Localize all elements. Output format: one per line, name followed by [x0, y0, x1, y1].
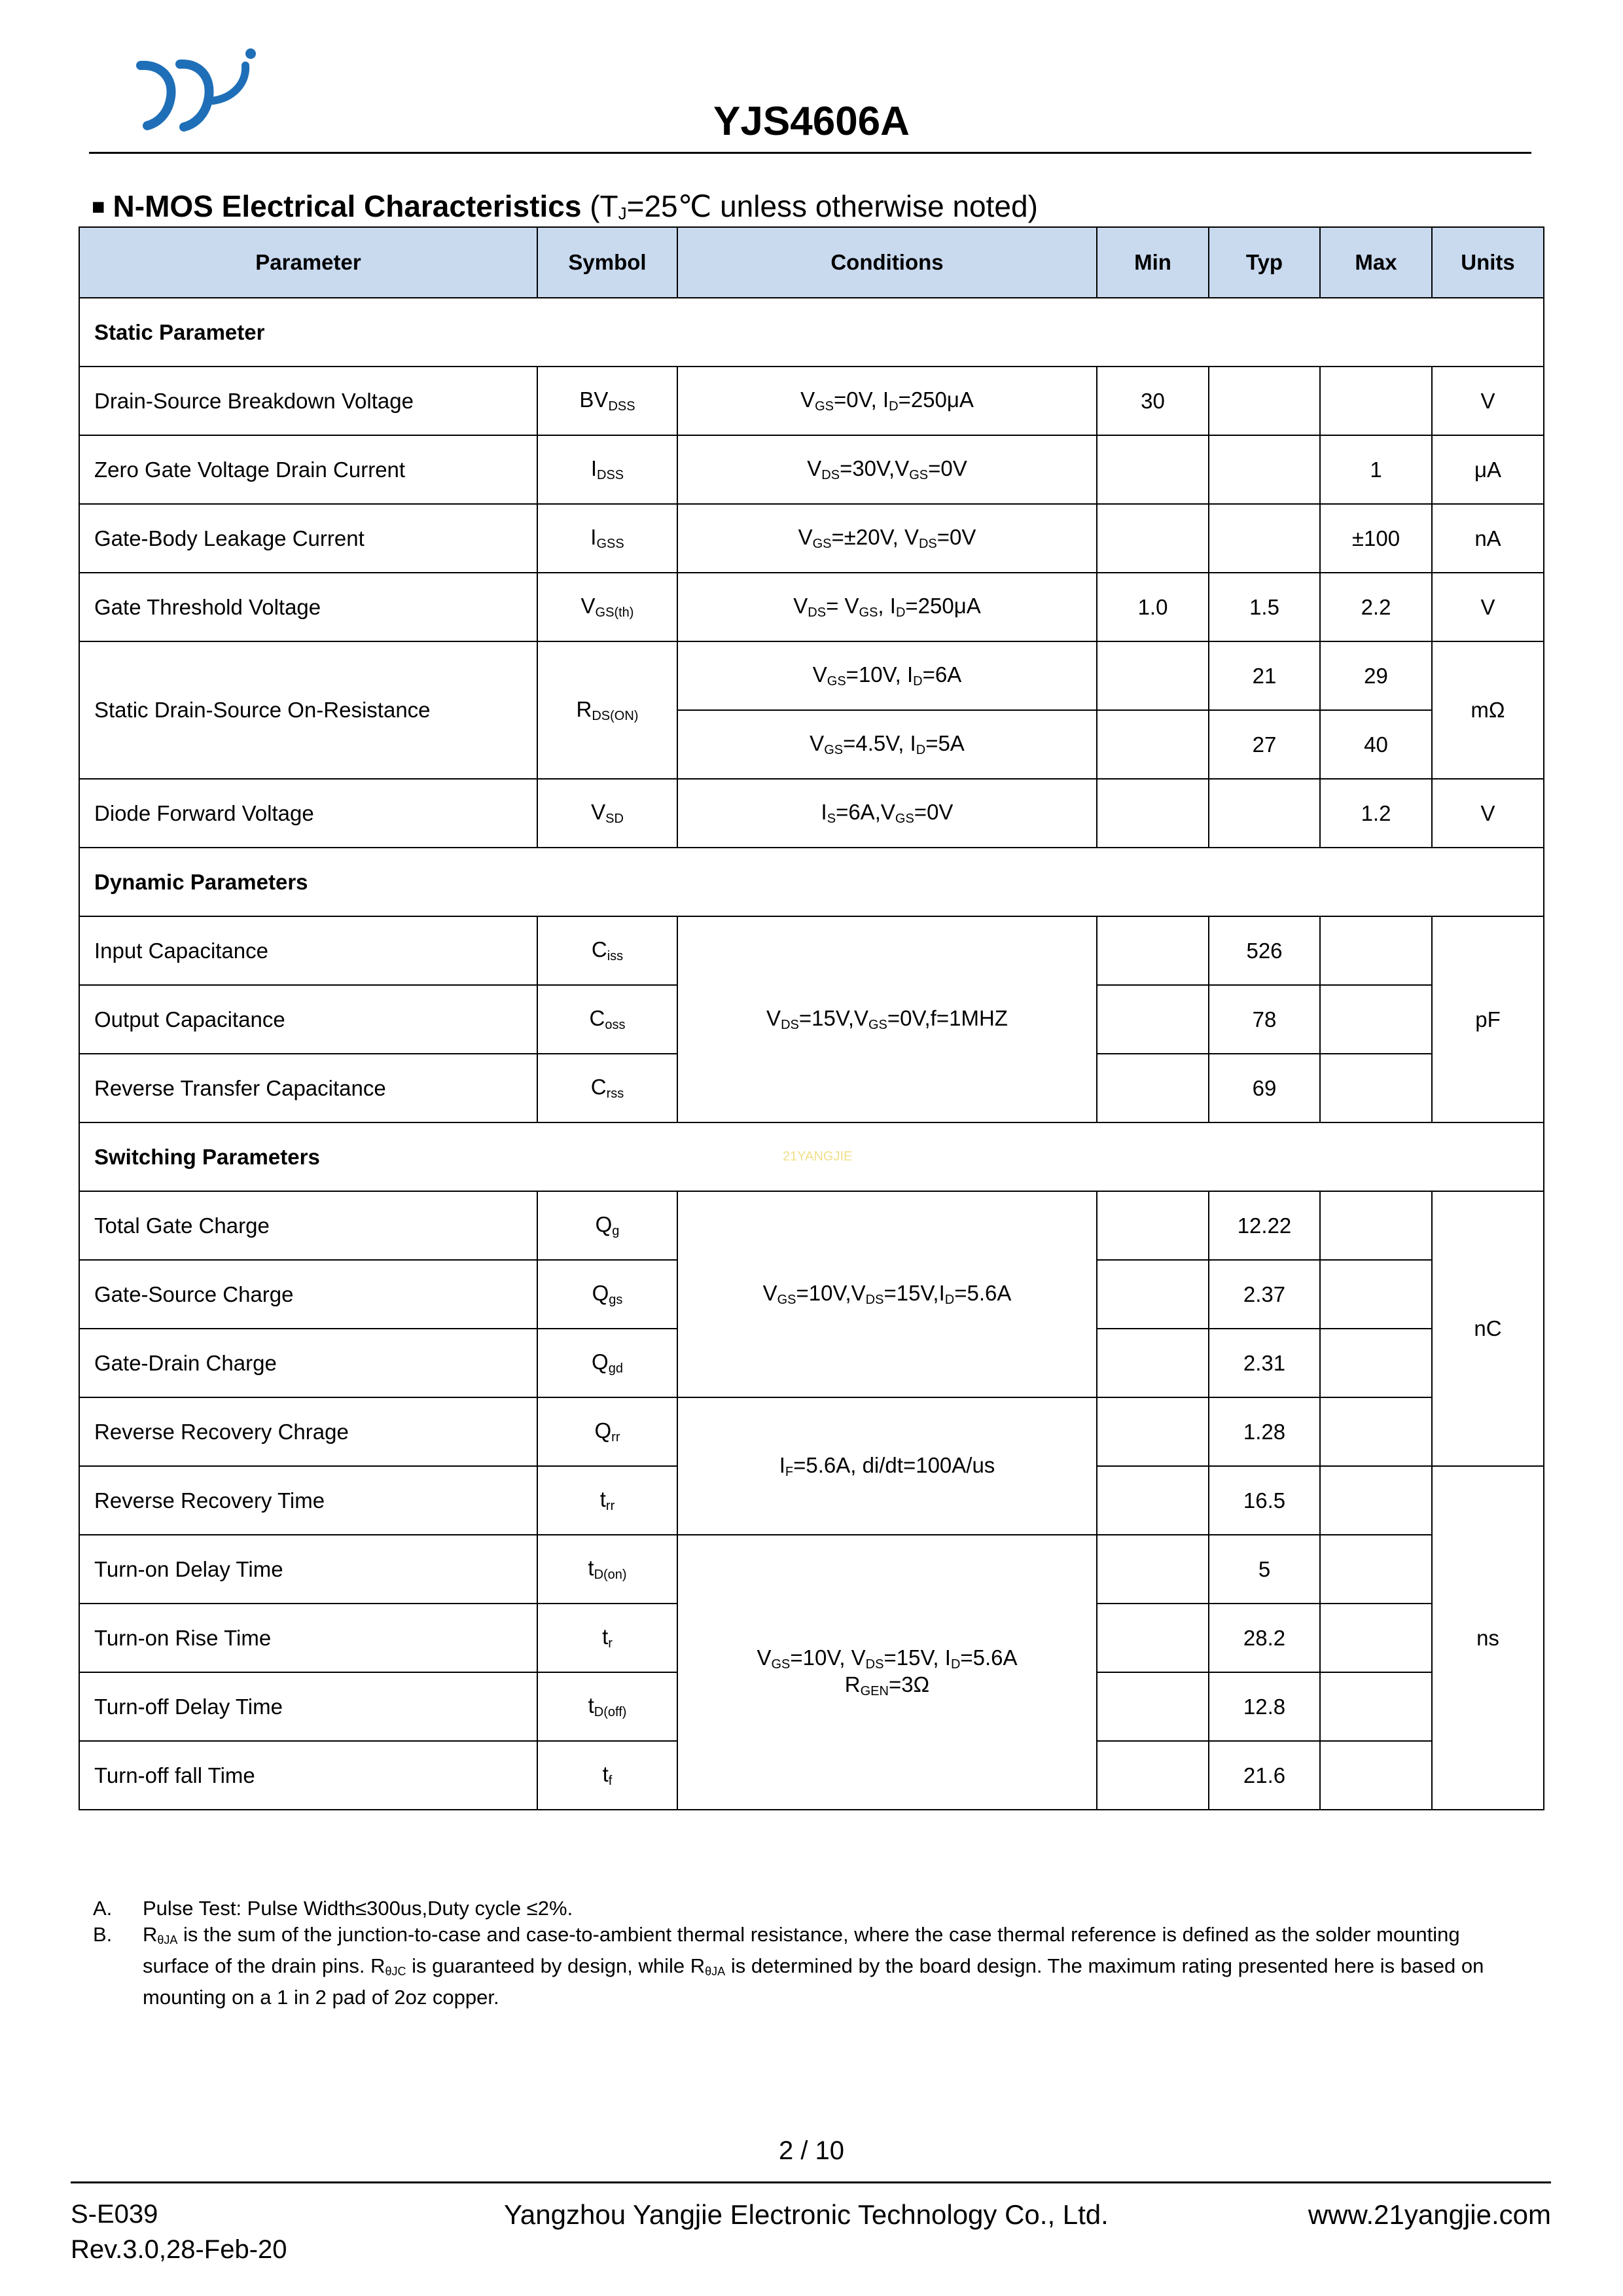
max-value [1320, 985, 1432, 1054]
param-symbol: $Q_g$ [537, 1191, 677, 1260]
param-symbol: $I_{DSS}$ [537, 435, 677, 504]
min-value [1097, 1397, 1209, 1466]
param-symbol: $Q_{gd}$ [537, 1329, 677, 1397]
column-header: Conditions [677, 227, 1097, 298]
max-value [1320, 1329, 1432, 1397]
max-value [1320, 1466, 1432, 1535]
table-row [79, 916, 1544, 985]
param-conditions: $I_S=6A,V_{GS}=0V$ [677, 779, 1097, 848]
watermark: 21YANGJIE [783, 1149, 853, 1164]
param-conditions: $V_{GS}=\pm 20V$, $V_{DS}=0V$ [677, 504, 1097, 573]
typ-value: 69 [1209, 1054, 1320, 1122]
unit-value: nA [1432, 504, 1544, 573]
min-value [1097, 779, 1209, 848]
max-value [1320, 1260, 1432, 1329]
param-name: Gate Threshold Voltage [79, 573, 537, 641]
min-value [1097, 1672, 1209, 1741]
typ-value: 21 [1209, 641, 1320, 710]
max-value [1320, 1741, 1432, 1810]
column-header: Symbol [537, 227, 677, 298]
company-name: Yangzhou Yangjie Electronic Technology Co., Ltd. [504, 2199, 1109, 2230]
max-value [1320, 1054, 1432, 1122]
param-symbol: $C_{rss}$ [537, 1054, 677, 1122]
param-name: Output Capacitance [79, 985, 537, 1054]
column-header: Units [1432, 227, 1544, 298]
param-symbol: $V_{SD}$ [537, 779, 677, 848]
column-header: Min [1097, 227, 1209, 298]
param-conditions: $V_{GS}=10V,V_{DS}=15V,I_D=5.6A$ [677, 1191, 1097, 1397]
param-symbol: $V_{GS(th)}$ [537, 573, 677, 641]
min-value [1097, 435, 1209, 504]
unit-value: nC [1432, 1191, 1544, 1466]
param-conditions: $V_{GS}=10V$, $I_D=6A$ [677, 641, 1097, 710]
min-value [1097, 1260, 1209, 1329]
max-value: 40 [1320, 710, 1432, 779]
param-symbol: $Q_{rr}$ [537, 1397, 677, 1466]
typ-value: 27 [1209, 710, 1320, 779]
param-symbol: $t_{D(on)}$ [537, 1535, 677, 1604]
group-label: Switching Parameters [79, 1122, 1544, 1191]
param-conditions: $V_{GS}=4.5V$, $I_D=5A$ [677, 710, 1097, 779]
section-title: N-MOS Electrical Characteristics [113, 189, 582, 223]
group-row [79, 848, 1544, 916]
param-symbol: $C_{iss}$ [537, 916, 677, 985]
param-name: Reverse Transfer Capacitance [79, 1054, 537, 1122]
footnotes [93, 1895, 1500, 2011]
table-row [79, 367, 1544, 435]
footnote-b: B. $R_{\theta JA}$ is the sum of the junction-to-case and case-to-ambient thermal resistance, where the case thermal reference is defined as the solder mounting surface of the drain pins. $R_{\theta JC}$ is guaranteed by design, while $R_{\theta JA}$ is determined by the board design. The maximum rating presented here is based on mounting on a 1 in 2 pad of 2oz copper. [93, 1923, 1484, 2009]
typ-value: 2.37 [1209, 1260, 1320, 1329]
column-header: Parameter [79, 227, 537, 298]
typ-value: 16.5 [1209, 1466, 1320, 1535]
min-value [1097, 985, 1209, 1054]
group-row [79, 298, 1544, 367]
table-row [79, 1535, 1544, 1604]
typ-value: 5 [1209, 1535, 1320, 1604]
max-value: ±100 [1320, 504, 1432, 573]
param-conditions: $V_{DS}=30V,V_{GS}=0V$ [677, 435, 1097, 504]
param-symbol: $R_{DS(ON)}$ [537, 641, 677, 779]
typ-value [1209, 367, 1320, 435]
param-name: Turn-off Delay Time [79, 1672, 537, 1741]
param-symbol: $C_{oss}$ [537, 985, 677, 1054]
typ-value: 526 [1209, 916, 1320, 985]
table-row [79, 435, 1544, 504]
typ-value: 28.2 [1209, 1604, 1320, 1672]
min-value [1097, 1741, 1209, 1810]
section-heading [92, 188, 1038, 224]
table-row [79, 641, 1544, 710]
param-name: Zero Gate Voltage Drain Current [79, 435, 537, 504]
param-symbol: $Q_{gs}$ [537, 1260, 677, 1329]
typ-value: 12.22 [1209, 1191, 1320, 1260]
header-rule [89, 152, 1531, 154]
footer-rule [71, 2181, 1551, 2183]
table-row [79, 504, 1544, 573]
group-label: Dynamic Parameters [79, 848, 1544, 916]
min-value [1097, 641, 1209, 710]
table-row [79, 1191, 1544, 1260]
typ-value: 12.8 [1209, 1672, 1320, 1741]
max-value [1320, 916, 1432, 985]
unit-value: V [1432, 779, 1544, 848]
param-symbol: $t_{rr}$ [537, 1466, 677, 1535]
param-name: Turn-on Rise Time [79, 1604, 537, 1672]
param-symbol: $t_f$ [537, 1741, 677, 1810]
footer-doc-info [71, 2197, 287, 2267]
param-name: Reverse Recovery Time [79, 1466, 537, 1535]
electrical-characteristics-table [79, 226, 1544, 1810]
param-name: Turn-on Delay Time [79, 1535, 537, 1604]
max-value: 1 [1320, 435, 1432, 504]
param-name: Gate-Drain Charge [79, 1329, 537, 1397]
max-value [1320, 1397, 1432, 1466]
param-name: Drain-Source Breakdown Voltage [79, 367, 537, 435]
param-symbol: $I_{GSS}$ [537, 504, 677, 573]
page-number: 2 / 10 [778, 2136, 845, 2165]
param-symbol: $t_{D(off)}$ [537, 1672, 677, 1741]
min-value [1097, 1604, 1209, 1672]
typ-value [1209, 435, 1320, 504]
doc-code: S-E039 [71, 2200, 158, 2229]
max-value [1320, 1191, 1432, 1260]
min-value [1097, 1191, 1209, 1260]
website-link[interactable]: www.21yangjie.com [1308, 2199, 1551, 2230]
max-value [1320, 367, 1432, 435]
table-header-row [79, 227, 1544, 298]
param-name: Reverse Recovery Chrage [79, 1397, 537, 1466]
param-name: Static Drain-Source On-Resistance [79, 641, 537, 779]
max-value [1320, 1672, 1432, 1741]
min-value [1097, 1329, 1209, 1397]
table-row [79, 779, 1544, 848]
table-row [79, 1397, 1544, 1466]
param-conditions: $V_{GS}=0V$, $I_D=250\mu A$ [677, 367, 1097, 435]
param-symbol: $t_r$ [537, 1604, 677, 1672]
section-condition: ($T_J=25℃$ unless otherwise noted) [590, 189, 1038, 223]
param-name: Diode Forward Voltage [79, 779, 537, 848]
document-title: YJS4606A [713, 99, 910, 144]
min-value [1097, 710, 1209, 779]
table-row [79, 573, 1544, 641]
typ-value [1209, 779, 1320, 848]
unit-value: ns [1432, 1466, 1544, 1810]
param-symbol: $BV_{DSS}$ [537, 367, 677, 435]
min-value: 30 [1097, 367, 1209, 435]
min-value [1097, 504, 1209, 573]
bullet-icon: ■ [92, 194, 105, 219]
param-name: Gate-Body Leakage Current [79, 504, 537, 573]
param-name: Gate-Source Charge [79, 1260, 537, 1329]
unit-value: μA [1432, 435, 1544, 504]
min-value [1097, 1466, 1209, 1535]
min-value [1097, 1535, 1209, 1604]
param-conditions: $V_{GS}=10V$, $V_{DS}=15V$, $I_D=5.6A$ $R_{GEN}=3\Omega$ [677, 1535, 1097, 1810]
typ-value: 1.28 [1209, 1397, 1320, 1466]
param-name: Turn-off fall Time [79, 1741, 537, 1810]
param-conditions: $V_{DS}=15V,V_{GS}=0V,f=1MHZ$ [677, 916, 1097, 1122]
min-value [1097, 1054, 1209, 1122]
min-value [1097, 916, 1209, 985]
max-value: 2.2 [1320, 573, 1432, 641]
group-label: Static Parameter [79, 298, 1544, 367]
typ-value: 78 [1209, 985, 1320, 1054]
typ-value: 2.31 [1209, 1329, 1320, 1397]
max-value [1320, 1604, 1432, 1672]
typ-value: 21.6 [1209, 1741, 1320, 1810]
typ-value: 1.5 [1209, 573, 1320, 641]
param-name: Input Capacitance [79, 916, 537, 985]
param-conditions: $V_{DS}= V_{GS}$, $I_D=250\mu A$ [677, 573, 1097, 641]
max-value: 1.2 [1320, 779, 1432, 848]
max-value [1320, 1535, 1432, 1604]
unit-value: pF [1432, 916, 1544, 1122]
unit-value: mΩ [1432, 641, 1544, 779]
column-header: Typ [1209, 227, 1320, 298]
revision: Rev.3.0,28-Feb-20 [71, 2235, 287, 2264]
unit-value: V [1432, 573, 1544, 641]
max-value: 29 [1320, 641, 1432, 710]
param-conditions: $I_F=5.6A$, di/dt=100A/us [677, 1397, 1097, 1535]
unit-value: V [1432, 367, 1544, 435]
footnote-a: A. Pulse Test: Pulse Width≤300us,Duty cycle ≤2%. [93, 1897, 573, 1920]
min-value: 1.0 [1097, 573, 1209, 641]
typ-value [1209, 504, 1320, 573]
param-name: Total Gate Charge [79, 1191, 537, 1260]
column-header: Max [1320, 227, 1432, 298]
